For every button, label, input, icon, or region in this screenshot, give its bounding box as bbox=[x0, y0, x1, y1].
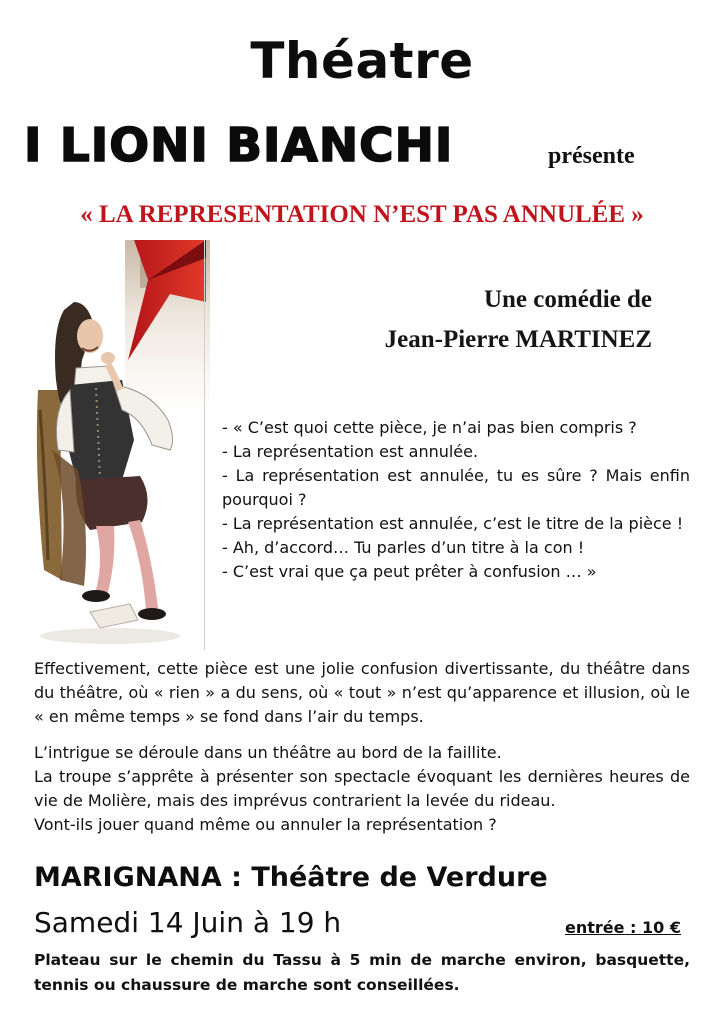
entry-price: entrée : 10 € bbox=[565, 918, 681, 937]
dialogue-line: - La représentation est annulée, c’est le titre de la pièce ! bbox=[222, 514, 684, 533]
access-text: Plateau sur le chemin du Tassu à 5 min de marche environ, basquette, tennis ou chaussure de marche sont conseillées. bbox=[34, 951, 690, 994]
dialogue-line: - Ah, d’accord… Tu parles d’un titre à la con ! bbox=[222, 538, 585, 557]
plot-line: La troupe s’apprête à présenter son spectacle évoquant les dernières heures de vie de Molière, mais des imprévus contrarient la levée du rideau. bbox=[34, 767, 690, 810]
comedy-credit-line: Une comédie de bbox=[483, 286, 652, 313]
poster-heading: Théatre bbox=[250, 32, 474, 90]
access-info bbox=[34, 948, 690, 998]
presents-label: présente bbox=[548, 143, 635, 169]
venue-heading: MARIGNANA : Théâtre de Verdure bbox=[34, 862, 548, 893]
description-paragraph bbox=[34, 657, 690, 729]
description-text: Effectivement, cette pièce est une jolie confusion divertissante, du théâtre dans du théâtre, où « rien » a du sens, où « tout » n’est qu’apparence et illusion, où le « en même temps » se fond dans l’air du temps. bbox=[34, 659, 690, 726]
dialogue-line: - La représentation est annulée, tu es sûre ? Mais enfin pourquoi ? bbox=[222, 466, 690, 509]
dialogue-line: - La représentation est annulée. bbox=[222, 442, 479, 461]
moliere-illustration bbox=[30, 240, 210, 654]
author-name: Jean-Pierre MARTINEZ bbox=[384, 326, 652, 353]
troupe-name: I LIONI BIANCHI bbox=[24, 118, 454, 172]
event-datetime: Samedi 14 Juin à 19 h bbox=[34, 906, 342, 939]
show-title: « LA REPRESENTATION N’EST PAS ANNULÉE » bbox=[80, 201, 644, 228]
dialogue-excerpt bbox=[222, 416, 690, 584]
plot-paragraph bbox=[34, 741, 690, 837]
plot-line: Vont-ils jouer quand même ou annuler la représentation ? bbox=[34, 815, 497, 834]
illustration-divider bbox=[204, 240, 205, 650]
plot-line: L’intrigue se déroule dans un théâtre au bord de la faillite. bbox=[34, 743, 502, 762]
dialogue-line: - C’est vrai que ça peut prêter à confusion … » bbox=[222, 562, 597, 581]
dialogue-line: - « C’est quoi cette pièce, je n’ai pas bien compris ? bbox=[222, 418, 637, 437]
